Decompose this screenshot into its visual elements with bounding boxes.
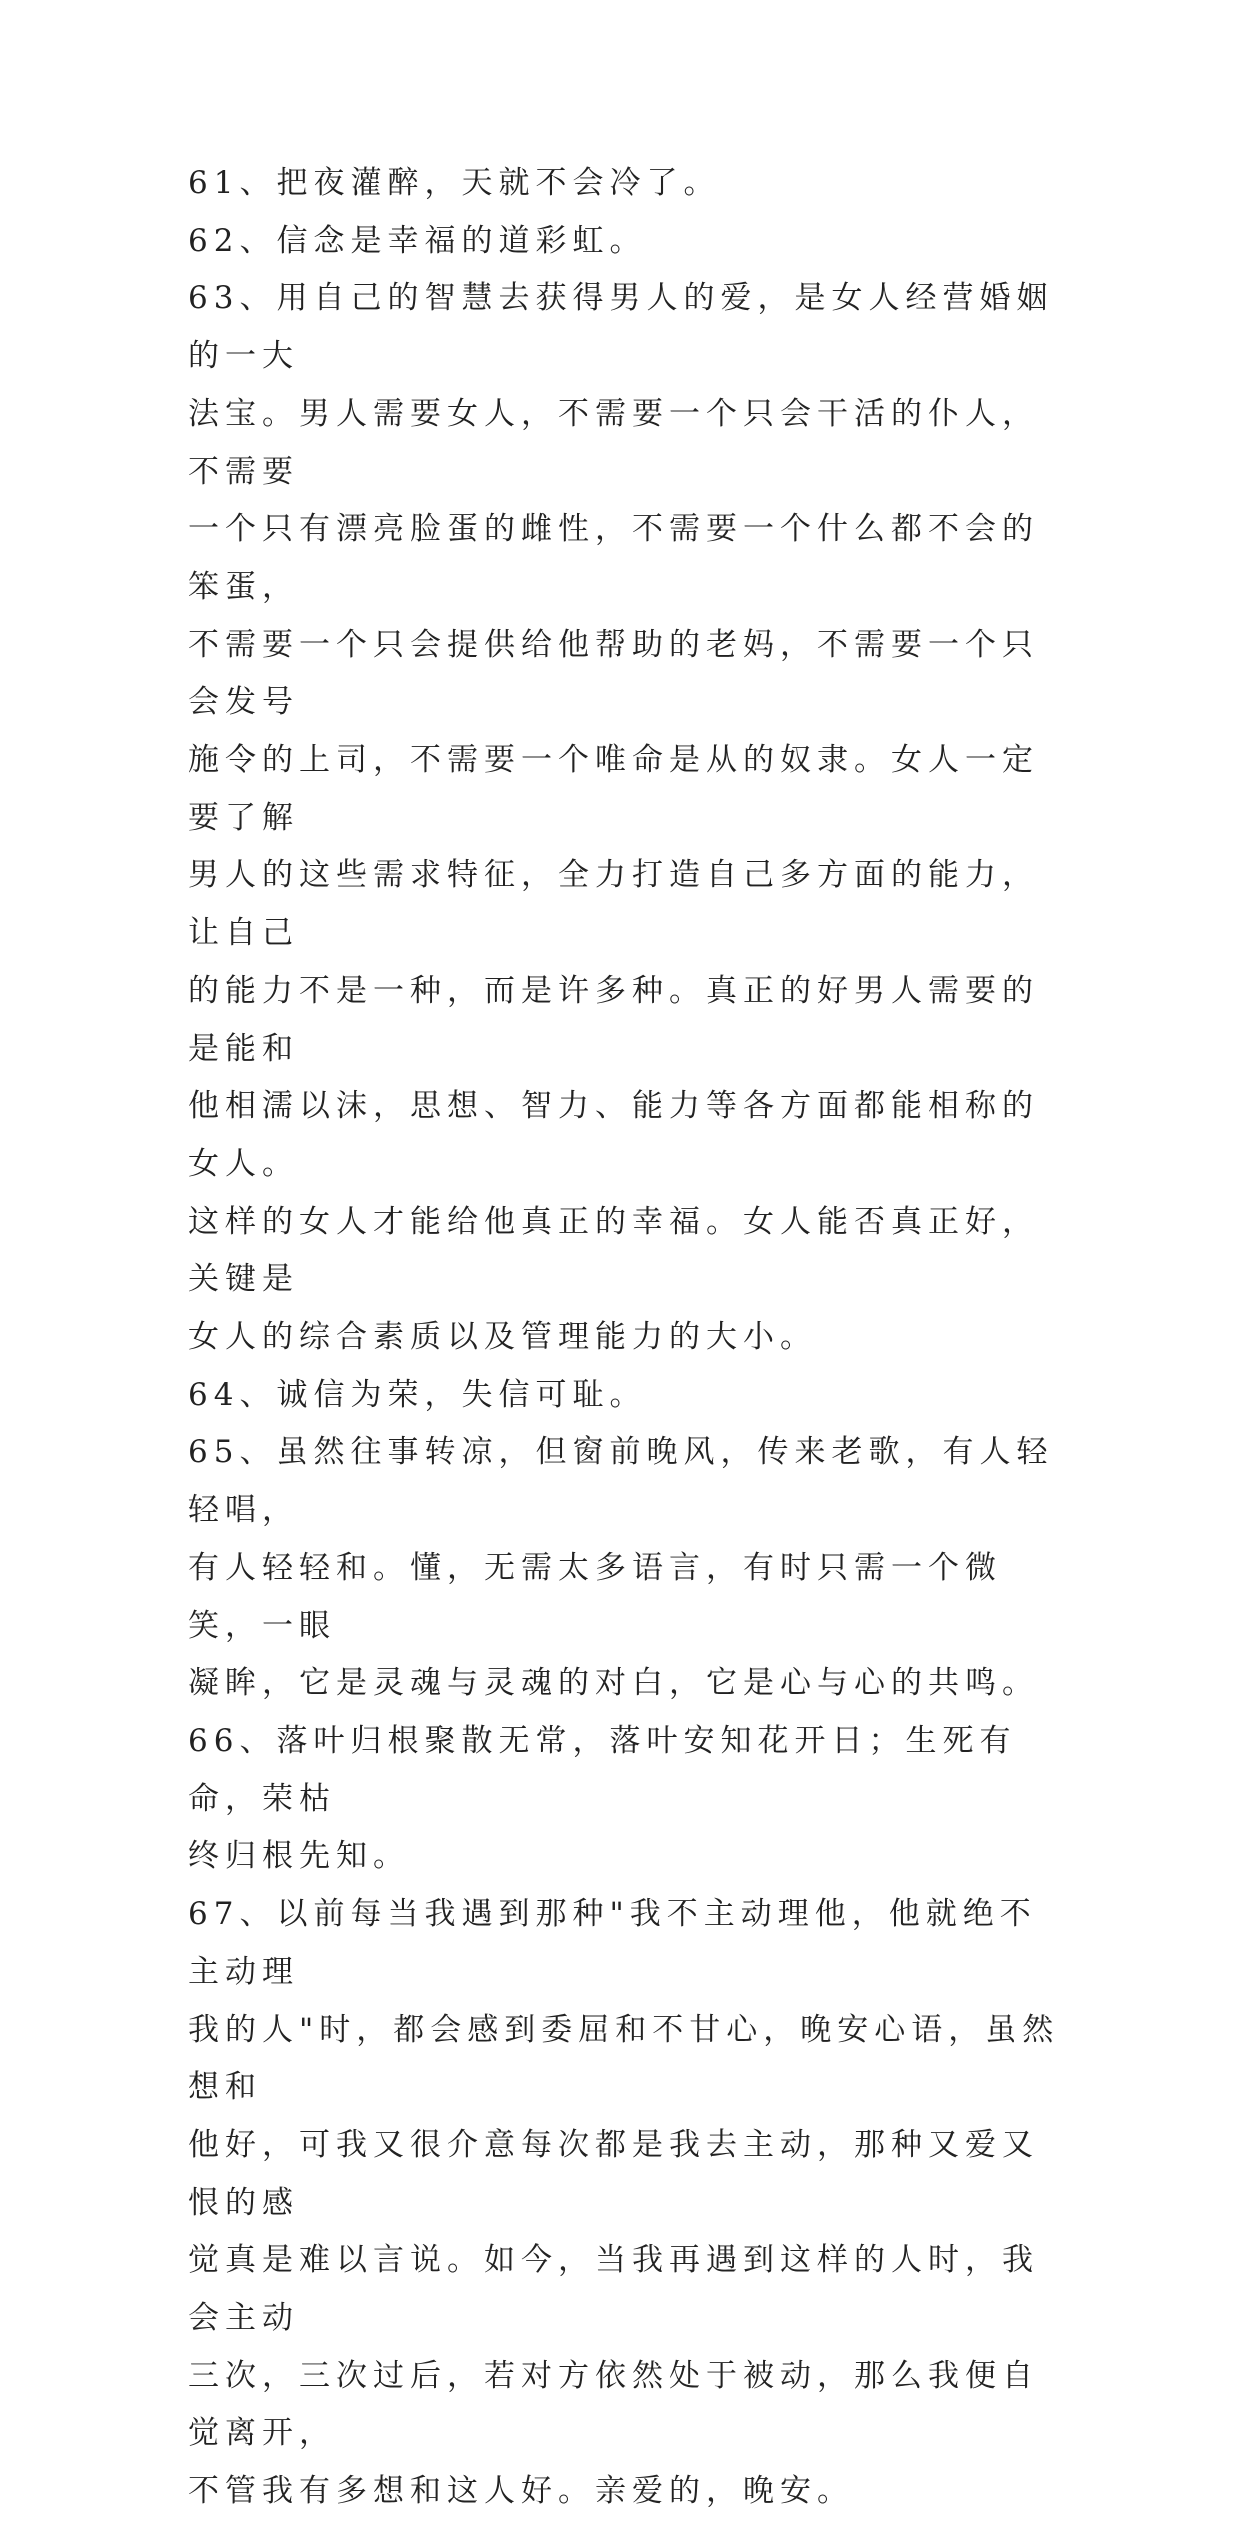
entry-65: 65、虽然往事转凉，但窗前晚风，传来老歌，有人轻轻唱， 有人轻轻和。懂，无需太多语言，有时只需一个微笑，一眼 凝眸，它是灵魂与灵魂的对白，它是心与心的共鸣。 [188,1434,1054,1702]
entry-61: 61、把夜灌醉，天就不会冷了。 [188,165,721,201]
document-body [188,155,1068,2521]
entry-64: 64、诚信为荣，失信可耻。 [188,1376,647,1413]
entry-67: 67、以前每当我遇到那种"我不主动理他，他就绝不主动理 我的人"时，都会感到委屈和不甘心，晚安心语，虽然想和 他好，可我又很介意每次都是我去主动，那种又爱又恨的感 觉真是难以言说。如今，当我再遇到这样的人时，我会主动 三次，三次过后，若对方依然处于被动，那么我便自觉离开， 不管我有多想和这人好。亲爱的，晚安。 [188,1896,1060,2510]
entry-66: 66、落叶归根聚散无常，落叶安知花开日；生死有命，荣枯 终归根先知。 [188,1722,1017,1875]
entry-62: 62、信念是幸福的道彩虹。 [188,222,647,259]
entry-63: 63、用自己的智慧去获得男人的爱，是女人经营婚姻的一大 法宝。男人需要女人，不需要一个只会干活的仆人，不需要 一个只有漂亮脸蛋的雌性，不需要一个什么都不会的笨蛋， 不需要一个只会提供给他帮助的老妈，不需要一个只会发号 施令的上司，不需要一个唯命是从的奴隶。女人一定要了解 男人的这些需求特征，全力打造自己多方面的能力，让自己 的能力不是一种，而是许多种。真正的好男人需要的是能和 他相濡以沫，思想、智力、能力等各方面都能相称的女人。 这样的女人才能给他真正的幸福。女人能否真正好，关键是 女人的综合素质以及管理能力的大小。 [188,280,1054,1356]
